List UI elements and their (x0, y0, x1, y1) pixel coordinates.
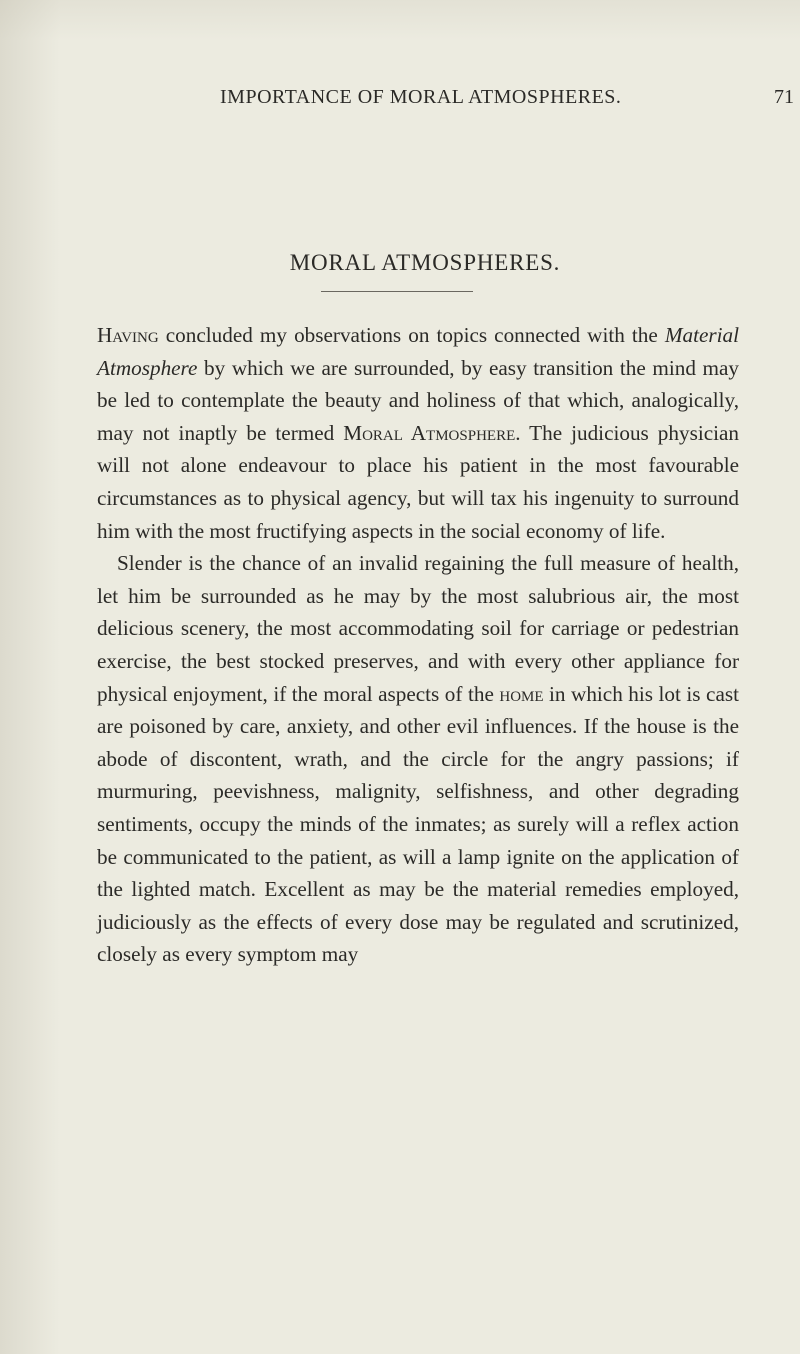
paragraph-text: in which his lot is cast are poisoned by care, anxiety, and other evil influences. If the house is the abode of discontent, wrath, and the circle for the angry passions; if murmuring, peevishness, malignity, selfishness, and other degrading sentiments, occupy the minds of the inmates; as surely will a reflex action be communicated to the patient, as will a lamp ignite on the application of the lighted match. Excellent as may be the material remedies employed, judiciously as the effects of every dose may be regulated and scrutinized, closely as every symptom may (97, 681, 739, 967)
paragraph-text: Slender is the chance of an invalid regaining the full measure of health, let him be surrounded as he may by the most salubrious air, the most delicious scenery, the most accommodating soil for carriage or pedestrian exercise, the best stocked preserves, and with every other appliance for physical enjoyment, if the moral aspects of the (97, 551, 739, 706)
paragraph-2 (97, 547, 739, 971)
small-caps-term: Moral Atmosphere (343, 420, 516, 445)
small-caps-term: home (499, 681, 544, 706)
chapter-title: MORAL ATMOSPHERES. (289, 250, 561, 275)
paragraph-text: concluded my observations on topics connected with the (158, 323, 665, 347)
paragraph-text: . The judicious physician will not alone endeavour to place his patient in the most favourable circumstances as to physical agency, but will tax his ingenuity to surround him with the most fructifying aspects in the social economy of life. (97, 420, 739, 543)
italic-term: Material Atmosphere (97, 323, 739, 380)
paragraph-text: by which we are surrounded, by easy transition the mind may be led to contemplate the beauty and holiness of that which, analogically, may not inaptly be termed (97, 355, 739, 445)
running-head: IMPORTANCE OF MORAL ATMOSPHERES. (220, 86, 622, 108)
title-rule (321, 291, 473, 292)
page-number: 71 (774, 86, 794, 108)
paragraph-1 (97, 319, 739, 547)
paragraph-lead-word: Having (97, 323, 159, 347)
body-text (97, 319, 739, 971)
